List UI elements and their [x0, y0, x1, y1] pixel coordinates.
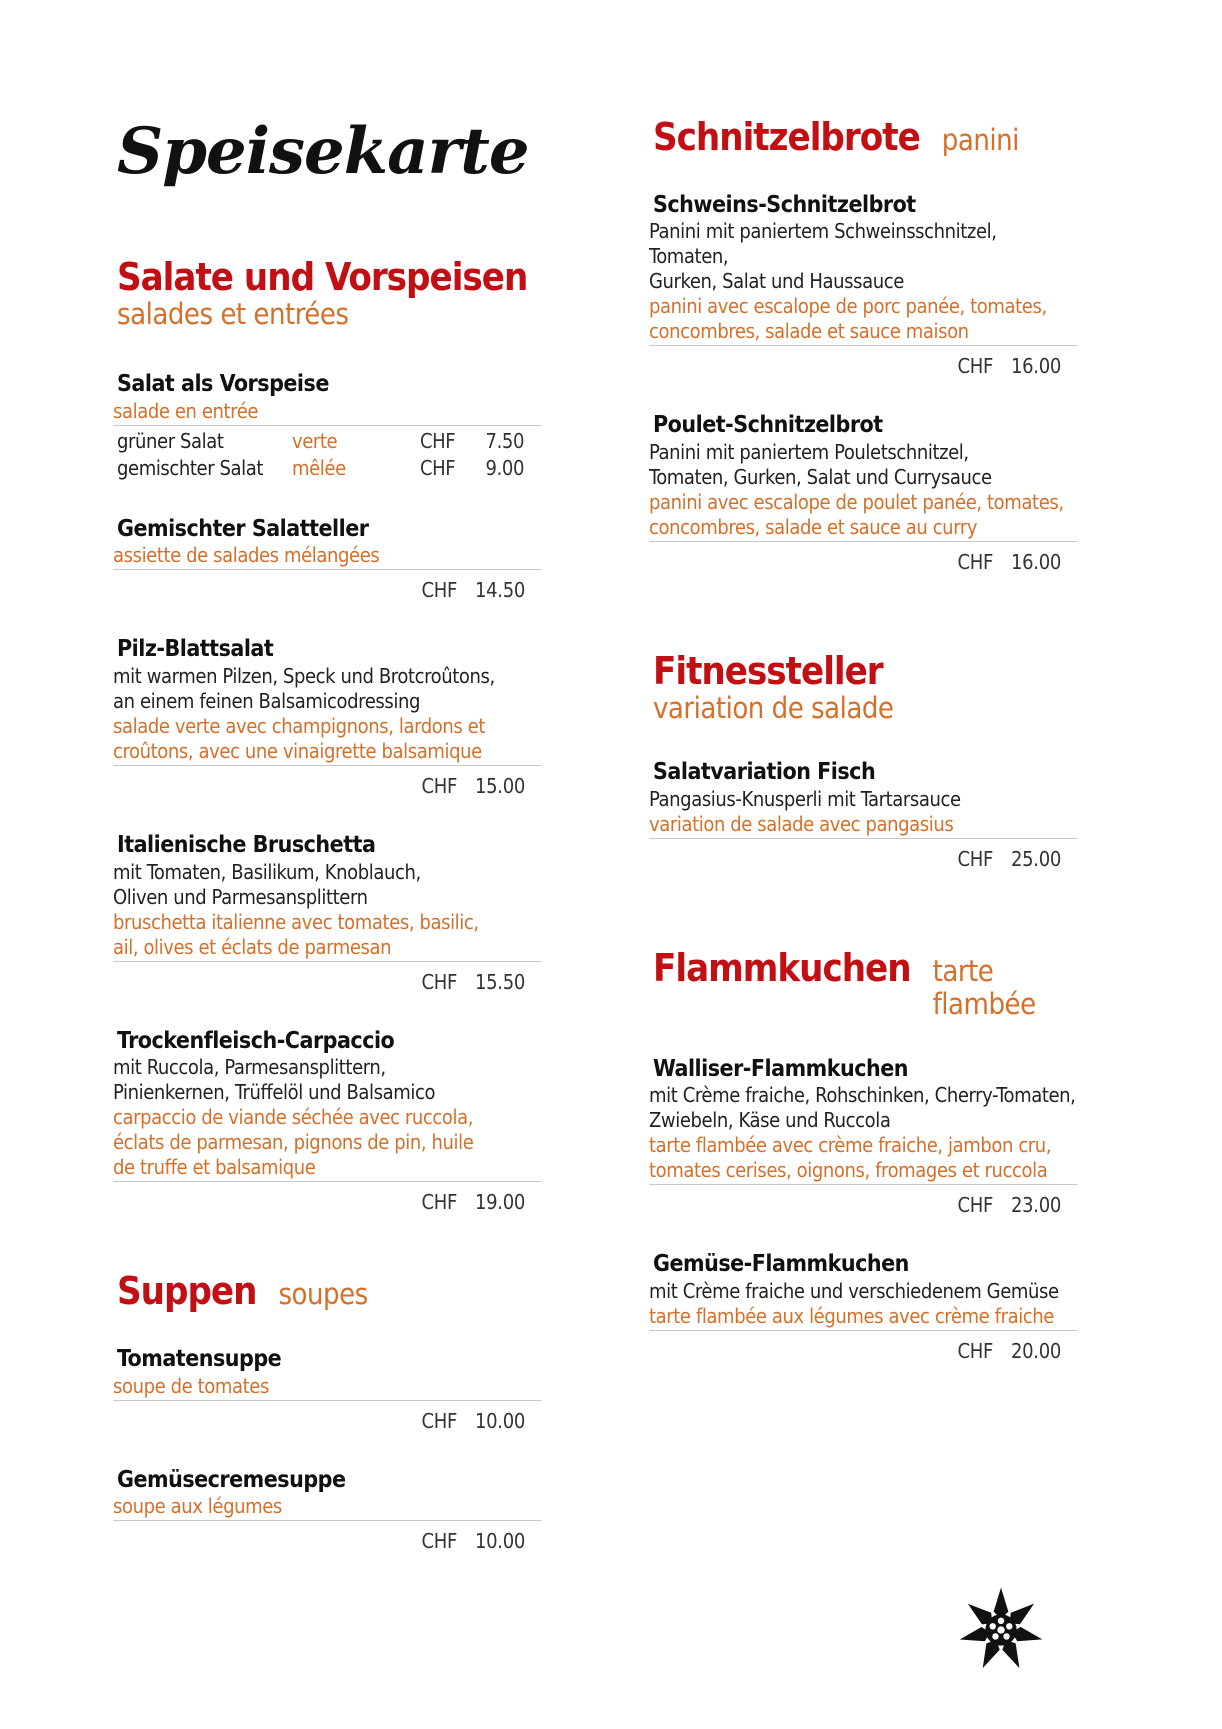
item-price: [117, 578, 537, 602]
menu-item: [649, 1055, 1076, 1218]
menu-item: [113, 371, 537, 482]
item-desc: [113, 1374, 541, 1401]
edelweiss-icon: [955, 1584, 1047, 1676]
menu-item: [649, 1251, 1073, 1363]
item-name: Salat als Vorspeise: [117, 371, 329, 398]
item-de-line: mit Crème fraiche, Rohschinken, Cherry-Tomaten,: [649, 1083, 1076, 1108]
item-price: [117, 970, 537, 994]
item-price: [117, 1190, 537, 1214]
item-de-line: an einem feinen Balsamicodressing: [113, 689, 420, 714]
variant-row: [117, 455, 537, 482]
variant-list: [117, 428, 537, 482]
item-desc: [113, 1494, 541, 1521]
item-name: Trockenfleisch-Carpaccio: [117, 1027, 395, 1054]
price-currency: CHF: [421, 1190, 457, 1215]
menu-item: [113, 1027, 537, 1215]
price-amount: 14.50: [475, 578, 525, 603]
panini-items: [649, 191, 1073, 575]
item-fr-line: de truffe et balsamique: [113, 1155, 316, 1180]
menu-item: [113, 515, 537, 603]
section-heading: Flammkuchen: [653, 945, 911, 990]
section-heading-row: [117, 1269, 537, 1314]
item-desc: [113, 664, 541, 766]
item-desc: [113, 860, 541, 962]
section-subheading: salades et entrées: [117, 296, 349, 331]
price-currency: CHF: [957, 846, 993, 871]
section-heading: Salate und Vorspeisen: [117, 255, 528, 299]
section-heading-row: [653, 945, 1073, 1022]
price-amount: 23.00: [1011, 1193, 1061, 1218]
item-fr-line: soupe aux légumes: [113, 1494, 282, 1519]
item-fr-line: soupe de tomates: [113, 1373, 269, 1398]
item-desc: [113, 1055, 541, 1182]
item-price: [653, 1193, 1073, 1217]
price-amount: 15.00: [475, 774, 525, 799]
item-de-line: Pinienkernen, Trüffelöl und Balsamico: [113, 1080, 436, 1105]
item-desc: [649, 787, 1077, 839]
variant-row: [117, 428, 537, 455]
section-subheading: variation de salade: [653, 690, 894, 725]
menu-item: [113, 832, 537, 994]
section-salads: [113, 255, 537, 1215]
section-soups: [113, 1269, 537, 1554]
item-fr-line: bruschetta italienne avec tomates, basilic,: [113, 909, 479, 934]
menu-item: [649, 191, 1073, 379]
item-fr-line: panini avec escalope de porc panée, tomates,: [649, 294, 1047, 319]
section-fitness: [649, 649, 1073, 871]
item-fr-line: panini avec escalope de poulet panée, tomates,: [649, 490, 1064, 515]
item-price: [653, 550, 1073, 574]
item-de-line: mit Crème fraiche und verschiedenem Gemüse: [649, 1278, 1059, 1303]
item-fr-line: croûtons, avec une vinaigrette balsamique: [113, 739, 482, 764]
item-name: Salatvariation Fisch: [653, 759, 876, 786]
item-price: [653, 847, 1073, 871]
item-desc: [113, 399, 541, 426]
page-title: Speisekarte: [117, 114, 529, 189]
section-subheading: soupes: [278, 1277, 368, 1312]
item-price: [117, 774, 537, 798]
variant-price: 9.00: [485, 455, 524, 480]
item-name: Walliser-Flammkuchen: [653, 1055, 908, 1082]
item-de-line: mit Ruccola, Parmesansplittern,: [113, 1055, 386, 1080]
salads-items: [113, 515, 537, 1215]
item-desc: [113, 543, 541, 570]
item-name: Gemischter Salatteller: [117, 515, 369, 542]
left-column: [113, 114, 537, 1554]
item-de-line: mit warmen Pilzen, Speck und Brotcroûtons,: [113, 664, 495, 689]
item-fr-line: tomates cerises, oignons, fromages et ruccola: [649, 1158, 1048, 1183]
item-price: [117, 1529, 537, 1553]
price-currency: CHF: [421, 578, 457, 603]
item-fr-line: éclats de parmesan, pignons de pin, huile: [113, 1130, 474, 1155]
price-currency: CHF: [421, 774, 457, 799]
item-name: Italienische Bruschetta: [117, 832, 376, 859]
price-currency: CHF: [421, 969, 457, 994]
item-price: [117, 1409, 537, 1433]
price-currency: CHF: [957, 550, 993, 575]
item-desc: [649, 1083, 1077, 1185]
item-de-line: Pangasius-Knusperli mit Tartarsauce: [649, 786, 961, 811]
right-column: [649, 115, 1076, 1363]
item-price: [653, 1339, 1073, 1363]
flamm-items: [649, 1055, 1076, 1363]
item-fr-line: tarte flambée aux légumes avec crème fraiche: [649, 1303, 1054, 1328]
item-de-line: Panini mit paniertem Schweinsschnitzel, Tomaten,: [649, 219, 997, 269]
price-currency: CHF: [957, 354, 993, 379]
item-desc: [649, 1279, 1077, 1331]
item-fr-line: salade en entrée: [113, 398, 259, 423]
item-desc: [649, 219, 1077, 346]
item-fr-line: assiette de salades mélangées: [113, 543, 380, 568]
section-subheading: tarte flambée: [932, 953, 1036, 1022]
item-name: Tomatensuppe: [117, 1346, 282, 1373]
section-heading-row: [653, 115, 1073, 159]
price-amount: 16.00: [1011, 550, 1061, 575]
item-de-line: Gurken, Salat und Haussauce: [649, 269, 904, 294]
price-currency: CHF: [421, 1408, 457, 1433]
fitness-items: [649, 759, 1073, 871]
item-de-line: mit Tomaten, Basilikum, Knoblauch,: [113, 859, 421, 884]
section-heading: Suppen: [117, 1269, 257, 1314]
item-name: Gemüse-Flammkuchen: [653, 1251, 909, 1278]
price-amount: 10.00: [475, 1529, 525, 1554]
section-heading: Schnitzelbrote: [653, 115, 920, 159]
item-de-line: Tomaten, Gurken, Salat und Currysauce: [649, 465, 992, 490]
section-subheading: panini: [941, 123, 1019, 157]
item-fr-line: concombres, salade et sauce au curry: [649, 515, 978, 540]
menu-item: [113, 1466, 537, 1554]
variant-fr: verte: [292, 428, 338, 453]
item-fr-line: salade verte avec champignons, lardons et: [113, 714, 485, 739]
item-fr-line: tarte flambée avec crème fraiche, jambon cru,: [649, 1133, 1052, 1158]
section-flamm: [649, 945, 1076, 1363]
item-de-line: Zwiebeln, Käse und Ruccola: [649, 1108, 891, 1133]
price-amount: 10.00: [475, 1408, 525, 1433]
section-heading: Fitnessteller: [653, 649, 883, 694]
variant-price: 7.50: [485, 428, 524, 453]
item-fr-line: ail, olives et éclats de parmesan: [113, 934, 392, 959]
menu-item: [649, 759, 1073, 871]
item-de-line: Panini mit paniertem Pouletschnitzel,: [649, 440, 969, 465]
menu-item: [113, 1346, 537, 1433]
variant-de: grüner Salat: [117, 428, 224, 453]
variant-fr: mêlée: [292, 455, 346, 480]
item-name: Schweins-Schnitzelbrot: [653, 191, 916, 218]
item-name: Gemüsecremesuppe: [117, 1466, 346, 1493]
menu-item: [113, 636, 537, 799]
item-price: [653, 354, 1073, 378]
variant-currency: CHF: [420, 428, 456, 453]
item-desc: [649, 440, 1077, 542]
price-amount: 25.00: [1011, 846, 1061, 871]
soups-items: [113, 1346, 537, 1554]
variant-de: gemischter Salat: [117, 455, 264, 480]
item-de-line: Oliven und Parmesansplittern: [113, 884, 368, 909]
menu-item: [649, 412, 1073, 575]
price-amount: 19.00: [475, 1190, 525, 1215]
variant-currency: CHF: [420, 455, 456, 480]
price-amount: 20.00: [1011, 1338, 1061, 1363]
section-panini: [649, 115, 1073, 575]
item-fr-line: variation de salade avec pangasius: [649, 811, 954, 836]
price-amount: 16.00: [1011, 354, 1061, 379]
item-fr-line: carpaccio de viande séchée avec ruccola,: [113, 1105, 474, 1130]
price-currency: CHF: [957, 1193, 993, 1218]
price-amount: 15.50: [475, 969, 525, 994]
item-name: Pilz-Blattsalat: [117, 636, 274, 663]
price-currency: CHF: [421, 1529, 457, 1554]
price-currency: CHF: [957, 1338, 993, 1363]
item-name: Poulet-Schnitzelbrot: [653, 412, 883, 439]
item-fr-line: concombres, salade et sauce maison: [649, 319, 969, 344]
